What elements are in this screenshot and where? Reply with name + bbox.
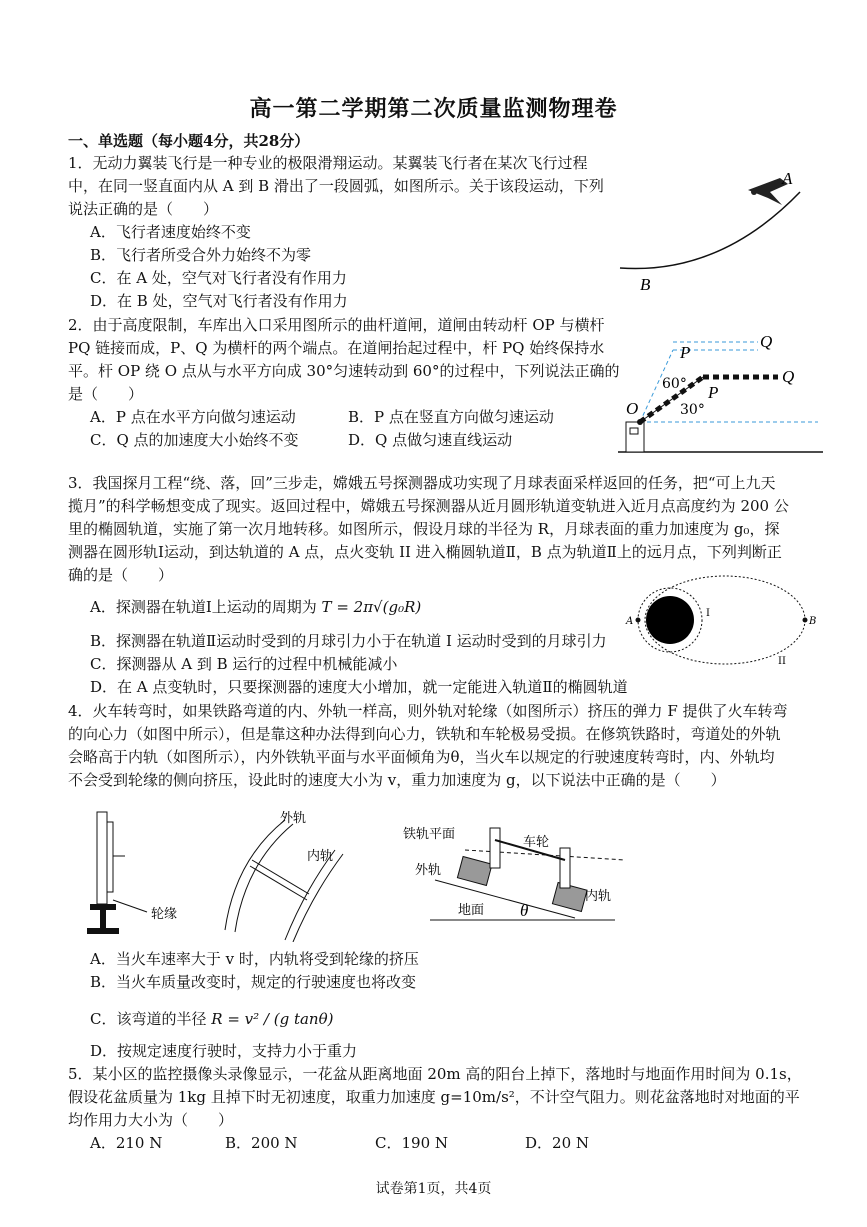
q4-line: 不会受到轮缘的侧向挤压，设此时的速度大小为 v，重力加速度为 g，以下说法中正确的是（ ） [68, 771, 726, 789]
q2-angle-60: 60° [662, 376, 687, 392]
q2-label-q1: Q [760, 332, 773, 351]
q3-option-a-text: A．探测器在轨道Ⅰ上运动的周期为 [90, 598, 317, 616]
q4-label-wheel: 车轮 [523, 835, 550, 850]
q5-option-d: D．20 N [525, 1134, 590, 1152]
q4-figure [75, 800, 635, 942]
q4-label-inner: 内轨 [307, 849, 334, 864]
q1-label-a: A [782, 169, 793, 188]
moon-icon [646, 596, 694, 644]
section-heading: 一、单选题（每小题4分，共28分） [68, 132, 310, 150]
q1-figure [610, 150, 820, 300]
q5-line: 假设花盆质量为 1kg 且掉下时无初速度，取重力加速度 g=10m/s²，不计空气阻力。则花盆落地时对地面的平 [68, 1088, 800, 1106]
q4-label-rim: 轮缘 [151, 907, 178, 922]
q2-option-c: C．Q 点的加速度大小始终不变 [90, 431, 299, 449]
q2-figure [618, 322, 823, 462]
q2-label-p2: P [708, 383, 719, 402]
q2-label-o: O [626, 399, 639, 418]
q5-option-c: C．190 N [375, 1134, 449, 1152]
q1-option-b: B．飞行者所受合外力始终不为零 [90, 246, 312, 264]
q4-label-inner2: 内轨 [585, 889, 612, 904]
q2-line: 平。杆 OP 绕 O 点从与水平方向成 30°匀速转动到 60°的过程中，下列说法正确的 [68, 362, 620, 380]
q4-option-d: D．按规定速度行驶时，支持力小于重力 [90, 1042, 358, 1060]
q3-option-d: D．在 A 点变轨时，只要探测器的速度大小增加，就一定能进入轨道Ⅱ的椭圆轨道 [90, 678, 628, 696]
q3-line: 3．我国探月工程“绕、落，回”三步走，嫦娥五号探测器成功实现了月球表面采样返回的任务，把“可上九天 [68, 474, 776, 492]
q4-option-c [90, 1008, 333, 1031]
page-title: 高一第二学期第二次质量监测物理卷 [249, 96, 618, 122]
q4-label-theta: θ [520, 901, 529, 920]
q2-option-d: D．Q 点做匀速直线运动 [348, 431, 513, 449]
q3-label-b: B [809, 616, 817, 627]
page-footer: 试卷第1页，共4页 [375, 1181, 492, 1197]
q5-line: 5．某小区的监控摄像头录像显示，一花盆从距离地面 20m 高的阳台上掉下，落地时与地面作用时间为 0.1s， [68, 1065, 802, 1083]
q1-line: 1．无动力翼装飞行是一种专业的极限滑翔运动。某翼装飞行者在某次飞行过程 [68, 154, 588, 172]
q3-line: 确的是（ ） [68, 566, 174, 584]
q4-label-outer2: 外轨 [415, 863, 442, 878]
q2-label-p1: P [680, 343, 691, 362]
q3-line: 测器在圆形轨Ⅰ运动，到达轨道的 A 点，点火变轨 II 进入椭圆轨道Ⅱ，B 点为轨道Ⅱ上的远月点，下列判断正 [68, 543, 782, 561]
q3-label-orbit-2: II [778, 656, 786, 667]
q2-label-q2: Q [782, 367, 795, 386]
q3-line: 揽月”的科学畅想变成了现实。返回过程中，嫦娥五号探测器从近月圆形轨道变轨进入近月点高度约为 200 公 [68, 497, 789, 515]
q4-option-c-text: C．该弯道的半径 [90, 1010, 207, 1028]
q1-option-c: C．在 A 处，空气对飞行者没有作用力 [90, 269, 347, 287]
q1-line: 中，在同一竖直面内从 A 到 B 滑出了一段圆弧，如图所示。关于该段运动，下列 [68, 177, 604, 195]
q1-option-d: D．在 B 处，空气对飞行者没有作用力 [90, 292, 348, 310]
q3-option-a-formula: T = 2π√(g₀R) [321, 598, 422, 616]
q5-option-a: A．210 N [90, 1134, 163, 1152]
q4-label-plane: 铁轨平面 [403, 827, 456, 842]
q3-option-a [90, 596, 421, 619]
q2-angle-30: 30° [680, 402, 705, 418]
q4-option-a: A．当火车速率大于 v 时，内轨将受到轮缘的挤压 [90, 950, 419, 968]
q4-label-outer: 外轨 [280, 811, 307, 826]
q1-line: 说法正确的是（ ） [68, 200, 219, 218]
q1-option-a: A．飞行者速度始终不变 [90, 223, 251, 241]
q2-line: 是（ ） [68, 385, 144, 403]
q5-option-b: B．200 N [225, 1134, 298, 1152]
q2-line: PQ 链接而成，P、Q 为横杆的两个端点。在道闸抬起过程中，杆 PQ 始终保持水 [68, 339, 605, 357]
q2-option-a: A．P 点在水平方向做匀速运动 [90, 408, 296, 426]
q4-line: 的向心力（如图中所示），但是靠这种办法得到向心力，铁轨和车轮极易受损。在修筑铁路时，弯道处的外轨 [68, 725, 781, 743]
q4-option-b: B．当火车质量改变时，规定的行驶速度也将改变 [90, 973, 417, 991]
q3-line: 里的椭圆轨道，实施了第一次月地转移。如图所示，假设月球的半径为 R，月球表面的重力加速度为 g₀，探 [68, 520, 780, 538]
q3-label-orbit-1: I [706, 608, 710, 619]
q4-line: 4．火车转弯时，如果铁路弯道的内、外轨一样高，则外轨对轮缘（如图所示）挤压的弹力 F 提供了火车转弯 [68, 702, 788, 720]
q5-line: 均作用力大小为（ ） [68, 1111, 234, 1129]
q2-line: 2．由于高度限制，车库出入口采用图所示的曲杆道闸，道闸由转动杆 OP 与横杆 [68, 316, 605, 334]
q2-option-b: B．P 点在竖直方向做匀速运动 [348, 408, 554, 426]
q1-label-b: B [640, 275, 651, 294]
q3-option-c: C．探测器从 A 到 B 运行的过程中机械能减小 [90, 655, 398, 673]
q4-label-ground: 地面 [458, 903, 485, 918]
q3-figure [622, 572, 822, 672]
q4-line: 会略高于内轨（如图所示），内外铁轨平面与水平面倾角为θ，当火车以规定的行驶速度转弯时，内、外轨均 [68, 748, 775, 766]
q3-label-a: A [626, 616, 634, 627]
q4-option-c-formula: R = v² / (g tanθ) [211, 1010, 334, 1028]
q3-option-b: B．探测器在轨道Ⅱ运动时受到的月球引力小于在轨道 I 运动时受到的月球引力 [90, 632, 607, 650]
